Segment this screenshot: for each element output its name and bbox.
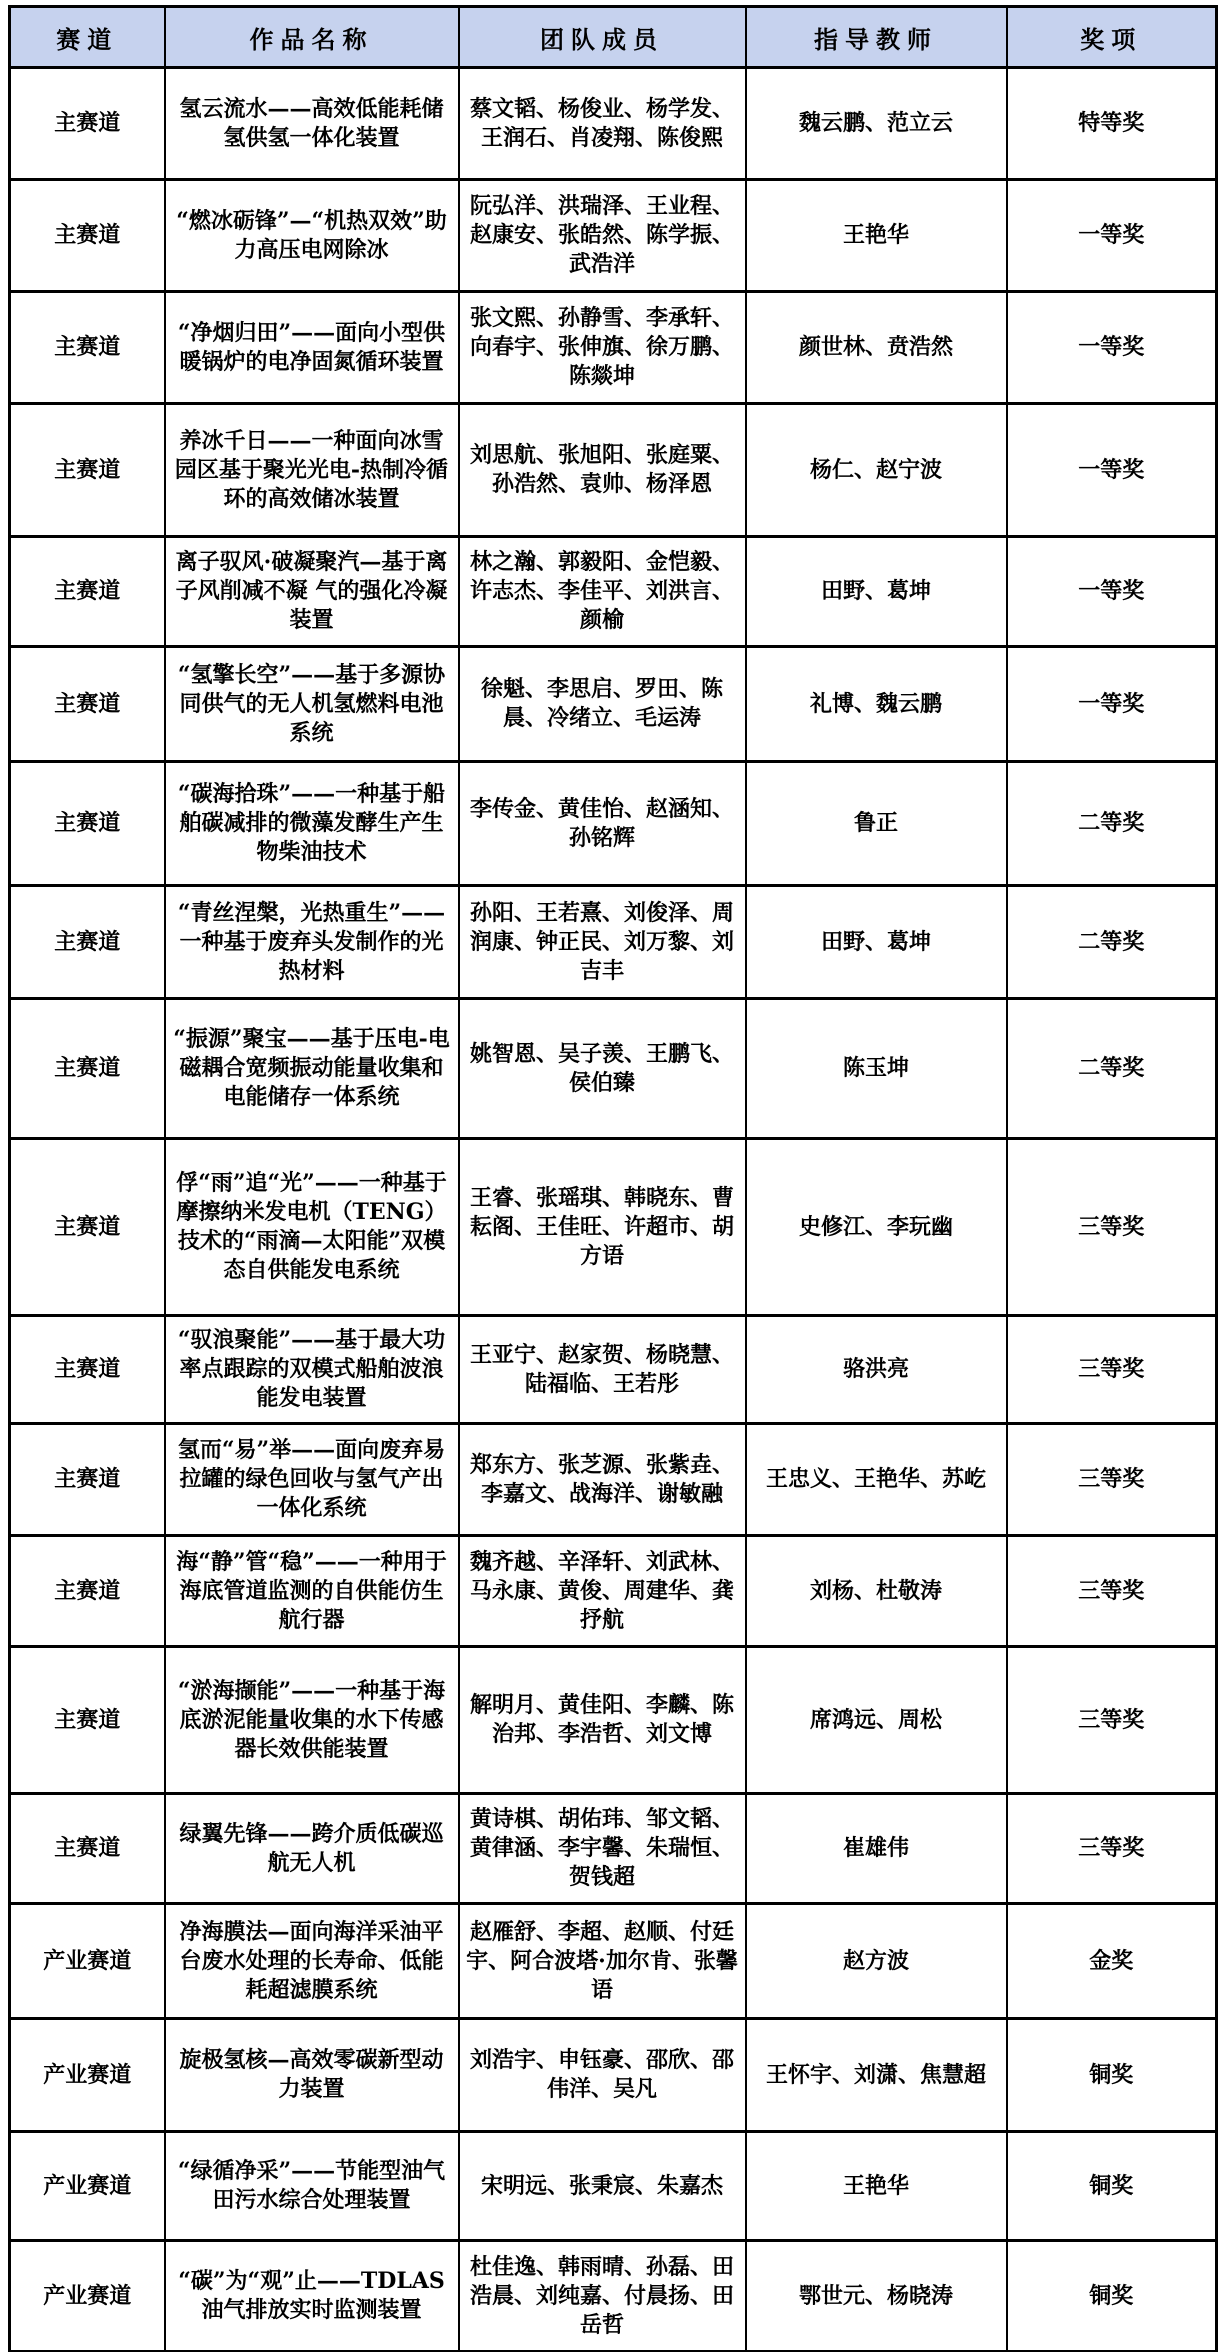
header-row <box>10 7 1217 68</box>
header-cell-award: 奖项 <box>1007 7 1217 68</box>
members-cell: 王睿、张瑶琪、韩晓东、曹耘阁、王佳旺、许超市、胡方语 <box>459 1139 746 1316</box>
title-cell: “振源”聚宝——基于压电-电磁耦合宽频振动能量收集和电能储存一体系统 <box>165 999 459 1139</box>
teachers-cell: 王艳华 <box>746 2132 1007 2241</box>
table-row <box>10 537 1217 647</box>
teachers-cell: 杨仁、赵宁波 <box>746 404 1007 537</box>
track-cell: 主赛道 <box>10 1647 165 1794</box>
members-cell: 孙阳、王若熹、刘俊泽、周润康、钟正民、刘万黎、刘吉丰 <box>459 886 746 999</box>
teachers-cell: 鄂世元、杨晓涛 <box>746 2241 1007 2352</box>
title-cell: 俘“雨”追“光”——一种基于摩擦纳米发电机（TENG）技术的“雨滴—太阳能”双模态自供能发电系统 <box>165 1139 459 1316</box>
members-cell: 刘思航、张旭阳、张庭粟、孙浩然、袁帅、杨泽恩 <box>459 404 746 537</box>
members-cell: 李传金、黄佳怡、赵涵知、孙铭辉 <box>459 762 746 886</box>
track-cell: 主赛道 <box>10 1316 165 1424</box>
table-row <box>10 1424 1217 1536</box>
award-cell: 特等奖 <box>1007 68 1217 180</box>
title-cell: “燃冰砺锋”—“机热双效”助力高压电网除冰 <box>165 180 459 292</box>
table-row <box>10 180 1217 292</box>
track-cell: 主赛道 <box>10 68 165 180</box>
teachers-cell: 陈玉坤 <box>746 999 1007 1139</box>
members-cell: 林之瀚、郭毅阳、金恺毅、许志杰、李佳平、刘洪言、颜榆 <box>459 537 746 647</box>
members-cell: 赵雁舒、李超、赵顺、付廷宇、阿合波塔·加尔肯、张馨语 <box>459 1904 746 2019</box>
track-cell: 产业赛道 <box>10 2132 165 2241</box>
teachers-cell: 颜世林、贲浩然 <box>746 292 1007 404</box>
title-cell: “碳海拾珠”——一种基于船舶碳减排的微藻发酵生产生物柴油技术 <box>165 762 459 886</box>
track-cell: 主赛道 <box>10 537 165 647</box>
header-cell-title: 作品名称 <box>165 7 459 68</box>
award-cell: 三等奖 <box>1007 1794 1217 1904</box>
award-cell: 铜奖 <box>1007 2019 1217 2132</box>
members-cell: 徐魁、李思启、罗田、陈晨、冷绪立、毛运涛 <box>459 647 746 762</box>
members-cell: 解明月、黄佳阳、李麟、陈治邦、李浩哲、刘文博 <box>459 1647 746 1794</box>
award-cell: 三等奖 <box>1007 1647 1217 1794</box>
table-row <box>10 762 1217 886</box>
award-cell: 三等奖 <box>1007 1316 1217 1424</box>
table-row <box>10 999 1217 1139</box>
teachers-cell: 鲁正 <box>746 762 1007 886</box>
table-row <box>10 2241 1217 2352</box>
table-row <box>10 292 1217 404</box>
table-row <box>10 2132 1217 2241</box>
title-cell: 旋极氢核—高效零碳新型动力装置 <box>165 2019 459 2132</box>
table-row <box>10 404 1217 537</box>
track-cell: 主赛道 <box>10 999 165 1139</box>
table-row <box>10 647 1217 762</box>
track-cell: 产业赛道 <box>10 1904 165 2019</box>
award-cell: 一等奖 <box>1007 537 1217 647</box>
members-cell: 张文熙、孙静雪、李承轩、向春宇、张伸旗、徐万鹏、陈燚坤 <box>459 292 746 404</box>
table-row <box>10 2019 1217 2132</box>
award-cell: 三等奖 <box>1007 1536 1217 1647</box>
teachers-cell: 田野、葛坤 <box>746 886 1007 999</box>
teachers-cell: 刘杨、杜敬涛 <box>746 1536 1007 1647</box>
teachers-cell: 崔雄伟 <box>746 1794 1007 1904</box>
title-cell: 绿翼先锋——跨介质低碳巡航无人机 <box>165 1794 459 1904</box>
award-cell: 铜奖 <box>1007 2132 1217 2241</box>
title-cell: 海“静”管“稳”——一种用于海底管道监测的自供能仿生航行器 <box>165 1536 459 1647</box>
title-cell: “淤海撷能”——一种基于海底淤泥能量收集的水下传感器长效供能装置 <box>165 1647 459 1794</box>
teachers-cell: 史修江、李玩幽 <box>746 1139 1007 1316</box>
track-cell: 主赛道 <box>10 180 165 292</box>
table-row <box>10 1139 1217 1316</box>
members-cell: 宋明远、张秉宸、朱嘉杰 <box>459 2132 746 2241</box>
table-row <box>10 1794 1217 1904</box>
table-row <box>10 1647 1217 1794</box>
table-row <box>10 68 1217 180</box>
track-cell: 主赛道 <box>10 1794 165 1904</box>
award-cell: 一等奖 <box>1007 647 1217 762</box>
award-cell: 二等奖 <box>1007 999 1217 1139</box>
track-cell: 产业赛道 <box>10 2241 165 2352</box>
title-cell: 氢而“易”举——面向废弃易拉罐的绿色回收与氢气产出一体化系统 <box>165 1424 459 1536</box>
table-row <box>10 1316 1217 1424</box>
members-cell: 刘浩宇、申钰豪、邵欣、邵伟洋、吴凡 <box>459 2019 746 2132</box>
members-cell: 阮弘洋、洪瑞泽、王业程、赵康安、张皓然、陈学振、武浩洋 <box>459 180 746 292</box>
track-cell: 主赛道 <box>10 292 165 404</box>
table-row <box>10 1904 1217 2019</box>
track-cell: 主赛道 <box>10 886 165 999</box>
award-cell: 铜奖 <box>1007 2241 1217 2352</box>
award-cell: 二等奖 <box>1007 762 1217 886</box>
awards-table <box>8 5 1218 2352</box>
title-cell: 净海膜法—面向海洋采油平台废水处理的长寿命、低能耗超滤膜系统 <box>165 1904 459 2019</box>
teachers-cell: 赵方波 <box>746 1904 1007 2019</box>
award-cell: 三等奖 <box>1007 1424 1217 1536</box>
teachers-cell: 王忠义、王艳华、苏屹 <box>746 1424 1007 1536</box>
title-cell: “净烟归田”——面向小型供暖锅炉的电净固氮循环装置 <box>165 292 459 404</box>
table-row <box>10 886 1217 999</box>
title-cell: 氢云流水——高效低能耗储氢供氢一体化装置 <box>165 68 459 180</box>
track-cell: 主赛道 <box>10 762 165 886</box>
teachers-cell: 礼博、魏云鹏 <box>746 647 1007 762</box>
awards-table-header <box>10 7 1217 68</box>
award-cell: 金奖 <box>1007 1904 1217 2019</box>
awards-table-body <box>10 68 1217 2352</box>
award-cell: 一等奖 <box>1007 292 1217 404</box>
members-cell: 王亚宁、赵家贺、杨晓慧、陆福临、王若彤 <box>459 1316 746 1424</box>
title-cell: “氢擎长空”——基于多源协同供气的无人机氢燃料电池系统 <box>165 647 459 762</box>
header-cell-teachers: 指导教师 <box>746 7 1007 68</box>
award-cell: 三等奖 <box>1007 1139 1217 1316</box>
teachers-cell: 席鸿远、周松 <box>746 1647 1007 1794</box>
members-cell: 郑东方、张芝源、张紫垚、李嘉文、战海洋、谢敏融 <box>459 1424 746 1536</box>
track-cell: 主赛道 <box>10 1139 165 1316</box>
title-cell: “青丝涅槃，光热重生”——一种基于废弃头发制作的光热材料 <box>165 886 459 999</box>
header-cell-track: 赛道 <box>10 7 165 68</box>
track-cell: 产业赛道 <box>10 2019 165 2132</box>
award-cell: 一等奖 <box>1007 404 1217 537</box>
track-cell: 主赛道 <box>10 1424 165 1536</box>
title-cell: 养冰千日——一种面向冰雪园区基于聚光光电-热制冷循环的高效储冰装置 <box>165 404 459 537</box>
members-cell: 杜佳逸、韩雨晴、孙磊、田浩晨、刘纯嘉、付晨扬、田岳哲 <box>459 2241 746 2352</box>
title-cell: “绿循净采”——节能型油气田污水综合处理装置 <box>165 2132 459 2241</box>
award-cell: 二等奖 <box>1007 886 1217 999</box>
members-cell: 姚智恩、吴子羡、王鹏飞、侯伯臻 <box>459 999 746 1139</box>
track-cell: 主赛道 <box>10 404 165 537</box>
header-cell-members: 团队成员 <box>459 7 746 68</box>
track-cell: 主赛道 <box>10 647 165 762</box>
title-cell: 离子驭风·破凝聚汽—基于离子风削减不凝 气的强化冷凝装置 <box>165 537 459 647</box>
members-cell: 黄诗棋、胡佑玮、邹文韬、黄律涵、李宇馨、朱瑞恒、贺钱超 <box>459 1794 746 1904</box>
teachers-cell: 魏云鹏、范立云 <box>746 68 1007 180</box>
title-cell: “驭浪聚能”——基于最大功率点跟踪的双模式船舶波浪能发电装置 <box>165 1316 459 1424</box>
teachers-cell: 田野、葛坤 <box>746 537 1007 647</box>
teachers-cell: 骆洪亮 <box>746 1316 1007 1424</box>
table-row <box>10 1536 1217 1647</box>
track-cell: 主赛道 <box>10 1536 165 1647</box>
teachers-cell: 王怀宇、刘潇、焦慧超 <box>746 2019 1007 2132</box>
title-cell: “碳”为“观”止——TDLAS油气排放实时监测装置 <box>165 2241 459 2352</box>
members-cell: 蔡文韬、杨俊业、杨学发、王润石、肖凌翔、陈俊熙 <box>459 68 746 180</box>
teachers-cell: 王艳华 <box>746 180 1007 292</box>
members-cell: 魏齐越、辛泽轩、刘武林、马永康、黄俊、周建华、龚抒航 <box>459 1536 746 1647</box>
award-cell: 一等奖 <box>1007 180 1217 292</box>
